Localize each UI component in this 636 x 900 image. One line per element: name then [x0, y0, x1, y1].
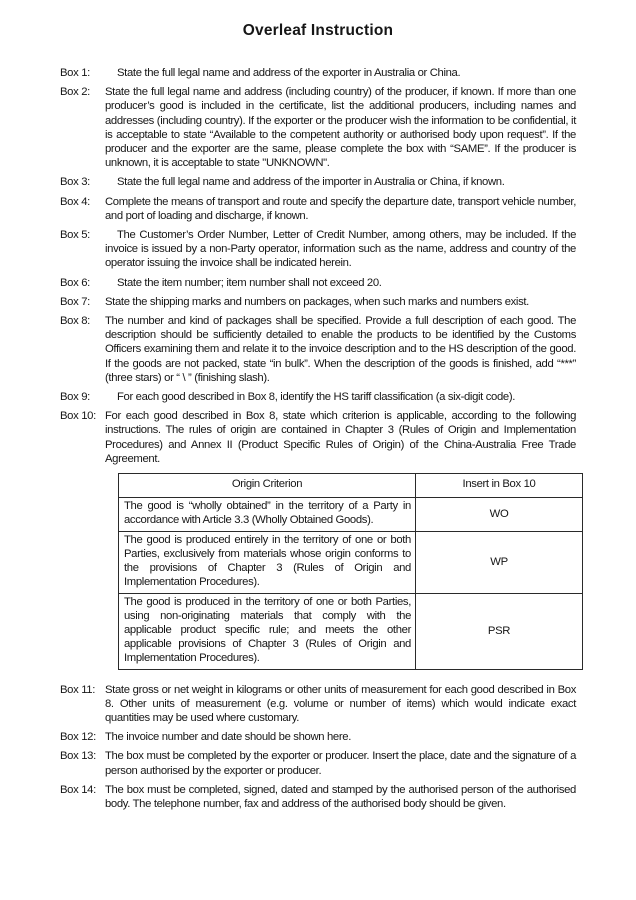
box-3-text: State the full legal name and address of the importer in Australia or China, if known.: [117, 176, 505, 189]
criteria-table-header-row: [119, 474, 583, 498]
box-8-text: The number and kind of packages shall be specified. Provide a full description of each good. The description should be sufficiently detailed to enable the products to be identified by the Customs Officers examining them and relate it to the invoice description and to the HS description of the good. If the goods are not packed, state “in bulk”. When the description of the goods is finished, add “***” (three stars) or “ \ ” (finishing slash).: [105, 315, 576, 384]
box-10-text: For each good described in Box 8, state which criterion is applicable, according to the following instructions. The rules of origin are contained in Chapter 3 (Rules of Origin and Implementation Procedures) and Annex II (Product Specific Rules of Origin) of the China-Australia Free Trade Agreement.: [105, 410, 576, 465]
box-5-text: The Customer’s Order Number, Letter of Credit Number, among others, may be included. If the invoice is issued by a non-Party operator, information such as the name, address and country of the operator issuing the invoice shall be indicated herein.: [105, 229, 576, 270]
instruction-box-10: [60, 409, 576, 466]
instruction-box-6: [60, 276, 576, 290]
criterion-wo-code: WO: [416, 498, 583, 531]
box-10-label: Box 10:: [60, 410, 96, 423]
box-12-text: The invoice number and date should be shown here.: [105, 731, 351, 744]
box-11-text: State gross or net weight in kilograms or other units of measurement for each good described in Box 8. Other units of measurement (e.g. volume or number of items) which would indicate exact quantities may be used where customary.: [105, 683, 576, 724]
instruction-box-8: [60, 314, 576, 385]
box-3-label: Box 3:: [60, 176, 90, 189]
page-title: Overleaf Instruction: [242, 22, 394, 39]
box-4-text: Complete the means of transport and route and specify the departure date, transport vehicle number, and port of loading and discharge, if known.: [105, 195, 576, 222]
box-12-label: Box 12:: [60, 731, 96, 744]
origin-criteria-table: [118, 473, 583, 669]
box-9-text: For each good described in Box 8, identify the HS tariff classification (a six-digit code).: [117, 391, 516, 404]
instruction-box-4: [60, 195, 576, 223]
box-1-label: Box 1:: [60, 67, 90, 79]
instruction-box-12: [60, 730, 576, 744]
box-14-label: Box 14:: [60, 783, 96, 796]
box-13-label: Box 13:: [60, 750, 96, 763]
criterion-wp-text: The good is produced entirely in the territory of one or both Parties, exclusively from materials whose origin conforms to the provisions of Chapter 3 (Rules of Origin and Implementation Procedures).: [119, 531, 416, 593]
box-2-text: State the full legal name and address (including country) of the producer, if known. If more than one producer’s good is included in the certificate, list the additional producers, including names and addresses (including country). If the exporter or the producer wish the information to be confidential, it is acceptable to state “Available to the competent authority or authorised body upon request”. If the producer and the exporter are the same, please complete the box with “SAME”. If the producer is unknown, it is acceptable to state "UNKNOWN".: [105, 86, 576, 170]
box-9-label: Box 9:: [60, 391, 90, 404]
instruction-box-11: [60, 683, 576, 726]
box-14-text: The box must be completed, signed, dated and stamped by the authorised person of the authorised body. The telephone number, fax and address of the authorised body should be given.: [105, 783, 576, 810]
instruction-box-7: [60, 295, 576, 309]
box-8-label: Box 8:: [60, 315, 90, 328]
box-6-label: Box 6:: [60, 276, 90, 289]
box-11-label: Box 11:: [60, 683, 96, 696]
box-1-text: State the full legal name and address of the exporter in Australia or China.: [117, 67, 461, 79]
box-4-label: Box 4:: [60, 195, 90, 208]
box-6-text: State the item number; item number shall not exceed 20.: [117, 276, 382, 289]
criteria-row-psr: [119, 593, 583, 669]
box-7-label: Box 7:: [60, 295, 90, 308]
header-origin-criterion: Origin Criterion: [119, 474, 416, 498]
box-5-label: Box 5:: [60, 229, 90, 242]
instruction-box-1: [60, 66, 576, 80]
instruction-box-13: [60, 749, 576, 777]
criterion-psr-code: PSR: [416, 593, 583, 669]
instruction-box-5: [60, 228, 576, 271]
instruction-box-9: [60, 390, 576, 404]
instruction-box-3: [60, 175, 576, 189]
box-7-text: State the shipping marks and numbers on packages, when such marks and numbers exist.: [105, 295, 529, 308]
criterion-wp-code: WP: [416, 531, 583, 593]
box-2-label: Box 2:: [60, 86, 90, 99]
criterion-wo-text: The good is “wholly obtained” in the territory of a Party in accordance with Article 3.3 (Wholly Obtained Goods).: [119, 498, 416, 531]
criterion-psr-text: The good is produced in the territory of one or both Parties, using non-originating materials that comply with the applicable product specific rule; and meets the other applicable provisions of Chapter 3 (Rules of Origin and Implementation Procedures).: [119, 593, 416, 669]
criteria-row-wp: [119, 531, 583, 593]
instruction-box-14: [60, 783, 576, 811]
criteria-row-wo: [119, 498, 583, 531]
instruction-box-2: [60, 85, 576, 170]
header-insert-in-box-10: Insert in Box 10: [416, 474, 583, 498]
box-13-text: The box must be completed by the exporter or producer. Insert the place, date and the signature of a person authorised by the exporter or producer.: [105, 750, 576, 777]
